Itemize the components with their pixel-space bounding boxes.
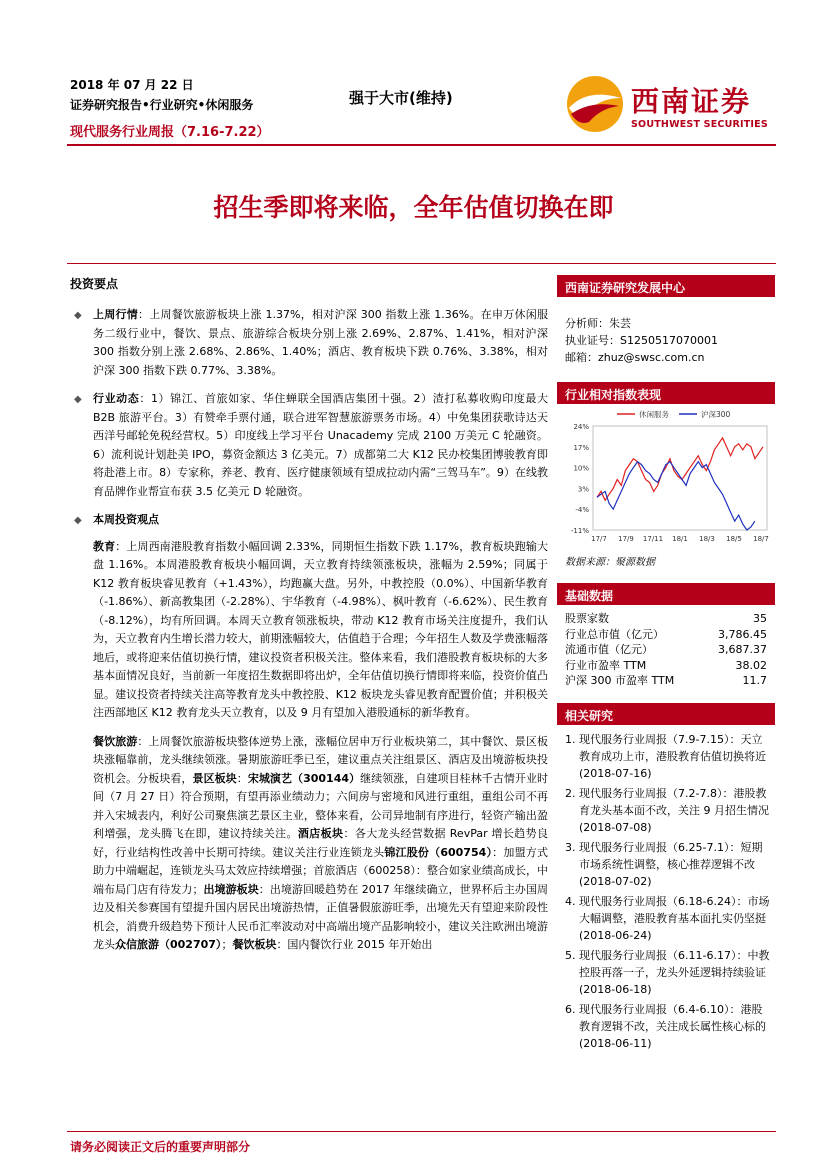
license-number: 执业证号：S1250517070001: [565, 334, 718, 347]
related-date: (2018-07-16): [579, 766, 652, 780]
para-bold: 锦江股份（600754）: [384, 845, 493, 859]
y-tick-label: 24%: [573, 423, 589, 431]
chart-heading: 行业相对指数表现: [557, 382, 775, 404]
company-logo: [565, 72, 775, 138]
bullet-icon: ◆: [74, 394, 82, 405]
related-date: (2018-06-11): [579, 1036, 652, 1050]
basic-data-row: [557, 673, 775, 689]
bullet-label: 行业动态: [93, 392, 140, 405]
analyst-email: 邮箱：zhuz@swsc.com.cn: [565, 351, 705, 364]
para-text: ：加盟方式助力中端崛起，连锁龙头马太效应持续增强；首旅酒店（600258）：整合如家业绩高成长，中端布局门店有待发力；: [93, 845, 548, 896]
para-bold: 景区板块: [192, 771, 237, 785]
related-number: 2.: [565, 786, 576, 800]
sidebar: [557, 275, 775, 1055]
related-research-item[interactable]: [557, 1001, 775, 1052]
footer-disclaimer: 请务必阅读正文后的重要声明部分: [70, 1140, 251, 1154]
bullet-icon: ◆: [74, 310, 82, 321]
related-date: (2018-07-02): [579, 874, 652, 888]
x-tick-label: 17/7: [591, 535, 607, 543]
catering-tourism-paragraph: [70, 733, 548, 955]
basic-data-key: 流通市值（亿元）: [565, 643, 653, 656]
bullet-icon: ◆: [74, 515, 82, 526]
para-text: ：出境游回暖趋势在 2017 年继续确立，世界杯后主办国周边及相关参赛国有望提升国内居民出境游热情，正值暑假旅游旺季，出境先天有望迎来阶段性机会，消费升级趋势下预计人民币汇率波动对中高端出境产品影响较小，建议关注欧洲出境游龙头: [93, 882, 548, 951]
related-number: 1.: [565, 732, 576, 746]
related-research-item[interactable]: [557, 947, 775, 998]
para-bold: 宋城演艺（300144）: [247, 771, 361, 785]
related-title: 现代服务行业周报（6.4-6.10）：港股教育逻辑不改，关注成长属性核心标的: [579, 1002, 766, 1033]
bullet-market: [70, 306, 548, 380]
x-tick-label: 18/5: [726, 535, 742, 543]
report-subtitle: 现代服务行业周报（7.16-7.22）: [70, 125, 270, 140]
bullet-news: [70, 390, 548, 501]
para-bold: 众信旅游（002707）: [115, 938, 222, 951]
chart-source: 数据来源：聚源数据: [565, 557, 655, 568]
basic-data-key: 行业总市值（亿元）: [565, 627, 664, 641]
legend-label: 休闲服务: [639, 410, 669, 419]
related-number: 4.: [565, 894, 576, 908]
basic-data-row: [557, 642, 775, 658]
y-tick-label: 10%: [573, 464, 589, 473]
basic-data-key: 股票家数: [565, 612, 609, 625]
basic-data-row: [557, 658, 775, 674]
basic-data-key: 行业市盈率 TTM: [565, 658, 647, 672]
index-chart: [557, 404, 775, 554]
y-tick-label: 3%: [577, 485, 589, 494]
basic-data-value: 3,687.37: [718, 643, 767, 656]
para-bold: 出境游板块: [203, 882, 259, 896]
related-date: (2018-07-08): [579, 820, 652, 834]
related-date: (2018-06-24): [579, 928, 652, 942]
research-center-heading: 西南证券研究发展中心: [557, 275, 775, 297]
basic-data-key: 沪深 300 市盈率 TTM: [565, 674, 675, 687]
related-title: 现代服务行业周报（6.11-6.17）：中教控股再落一子，龙头外延逻辑持续验证: [579, 948, 770, 979]
related-research-item[interactable]: [557, 893, 775, 944]
para-text: ；: [221, 938, 233, 951]
related-number: 3.: [565, 840, 576, 854]
header-divider: [67, 144, 776, 146]
related-research-heading: 相关研究: [557, 703, 775, 725]
related-title: 现代服务行业周报（7.9-7.15）：天立教育成功上市，港股教育估值切换将近: [579, 732, 766, 763]
related-title: 现代服务行业周报（6.25-7.1）：短期市场系统性调整，核心推荐逻辑不改: [579, 840, 763, 871]
logo-emblem-icon: [565, 74, 625, 134]
series-line-1: [597, 462, 755, 530]
bullet-views: [70, 511, 548, 530]
related-title: 现代服务行业周报（6.18-6.24）：市场大幅调整，港股教育基本面扎实仍坚挺: [579, 894, 770, 925]
basic-data-value: 38.02: [735, 658, 767, 672]
related-research-list: [557, 731, 775, 1052]
bullet-label: 上周行情: [93, 308, 139, 321]
para-text: 继续领涨，自建项目桂林千古情开业时间（7 月 27 日）符合预期，有望再添业绩动力；六间房与密境和风进行重组，重组公司不再并入宋城表内，利好公司聚焦演艺景区主业，整体来看，公司异地制有序进行，轻资产输出盈利增强，龙头腾飞在即，建议持续关注。: [93, 771, 549, 840]
x-tick-label: 18/3: [699, 535, 715, 543]
education-label: 教育: [93, 539, 116, 553]
logo-en-text: SOUTHWEST SECURITIES: [631, 119, 768, 130]
y-tick-label: -11%: [570, 527, 589, 535]
bullet-text: ：上周餐饮旅游板块上涨 1.37%，相对沪深 300 指数上涨 1.36%。在申万休闲服务二级行业中，餐饮、景点、旅游综合板块分别上涨 2.69%、2.87%、1.41%，相对沪深 300 指数分别上涨 2.68%、2.86%、1.40%；酒店、教育板块下跌 0.76%、3.38%，相对沪深 300 指数下跌 0.77%、3.38%。: [93, 308, 548, 377]
education-paragraph: [70, 538, 548, 723]
basic-data-value: 11.7: [742, 674, 767, 687]
basic-data-value: 3,786.45: [718, 627, 767, 641]
analyst-name: 分析师：朱芸: [565, 317, 631, 330]
para-text: ：上周餐饮旅游板块整体逆势上涨，涨幅位居申万行业板块第二，其中餐饮、景区板块涨幅靠前，龙头继续领涨。暑期旅游旺季已至，建议重点关注组景区、酒店及出境游板块投资机会。分板块看，: [93, 734, 549, 785]
report-date: 2018 年 07 月 22 日: [70, 78, 194, 92]
title-divider: [67, 263, 776, 264]
report-title: 招生季即将来临，全年估值切换在即: [213, 193, 614, 222]
catering-label: 餐饮旅游: [93, 734, 138, 748]
para-text: ：: [236, 771, 248, 785]
related-research-item[interactable]: [557, 785, 775, 836]
para-text: ：国内餐饮行业 2015 年开始出: [276, 938, 433, 951]
index-chart-svg: [557, 404, 775, 554]
report-type: 证券研究报告•行业研究•休闲服务: [70, 98, 254, 112]
main-column: [70, 275, 548, 955]
related-number: 6.: [565, 1002, 576, 1016]
basic-data-heading: 基础数据: [557, 583, 775, 605]
para-text: ：各大龙头经营数据 RevPar 增长趋势良好，行业结构性改善中长期可持续。建议关注行业连锁龙头: [93, 827, 549, 859]
basic-data-row: [557, 611, 775, 627]
x-tick-label: 18/7: [753, 535, 769, 543]
basic-data-value: 35: [753, 612, 767, 625]
x-tick-label: 17/9: [618, 535, 634, 543]
footer-divider: [67, 1131, 776, 1132]
bullet-text: ：1）锦江、首旅如家、华住蝉联全国酒店集团十强。2）渣打私募收购印度最大 B2B 旅游平台。3）有赞牵手票付通，联合进军智慧旅游票务市场。4）中免集团获歌诗达天西洋号邮轮免税经营权。5）印度线上学习平台 Unacademy 完成 2100 万美元 C 轮融资。6）流利说计划赴美 IPO，募资金额达 3 亿美元。7）成都第二大 K12 民办校集团博骏教育即将赴港上市。8）专家称，养老、教育、医疗健康领域有望成拉动内需“三驾马车”。9）在线教育品牌作业帮宣布获 3.5 亿美元 D 轮融资。: [93, 392, 548, 498]
related-title: 现代服务行业周报（7.2-7.8）：港股教育龙头基本面不改，关注 9 月招生情况: [579, 786, 769, 817]
related-research-item[interactable]: [557, 731, 775, 782]
x-tick-label: 17/11: [642, 535, 664, 543]
y-tick-label: -4%: [575, 506, 589, 515]
para-bold: 餐饮板块: [232, 938, 277, 951]
basic-data-list: [557, 611, 775, 689]
x-tick-label: 18/1: [672, 535, 688, 543]
para-bold: 酒店板块: [297, 827, 344, 840]
basic-data-row: [557, 627, 775, 643]
education-text: ：上周西南港股教育指数小幅回调 2.33%，同期恒生指数下跌 1.17%，教育板块跑输大盘 1.16%。本周港股教育板块小幅回调，天立教育持续领涨板块，涨幅为 2.59%；同属于 K12 教育板块睿见教育（+1.43%），均跑赢大盘。另外，中教控股（0.0%）、中国新华教育（-1.86%）、新高教集团（-2.28%）、宇华教育（-4.98%）、枫叶教育（-6.62%）、民生教育（-8.12%），均有所回调。本周天立教育领涨板块，带动 K12 教育市场关注度提升，我们认为，天立教育内生增长潜力较大，前期涨幅较大，估值趋于合理；今年招生人数及学费涨幅落地后，或将迎来估值切换行情，建议投资者积极关注。整体来看，我们港股教育板块标的大多基本面情况良好，当前新一年度招生数据即将出炉，全年估值切换行情即将来临，投资价值凸显。建议投资者持续关注高等教育龙头中教控股、K12 板块龙头睿见教育配置价值；并积极关注西部地区 K12 教育龙头天立教育，以及 9 月有望加入港股通标的新华教育。: [93, 539, 549, 719]
section-heading: 投资要点: [70, 277, 119, 291]
y-tick-label: 17%: [573, 443, 589, 452]
bullet-label: 本周投资观点: [93, 513, 159, 526]
related-number: 5.: [565, 948, 576, 962]
related-research-item[interactable]: [557, 839, 775, 890]
industry-rating: 强于大市(维持): [349, 89, 453, 107]
legend-label: 沪深300: [701, 410, 731, 419]
related-date: (2018-06-18): [579, 982, 652, 996]
logo-cn-text: 西南证券: [631, 85, 752, 118]
